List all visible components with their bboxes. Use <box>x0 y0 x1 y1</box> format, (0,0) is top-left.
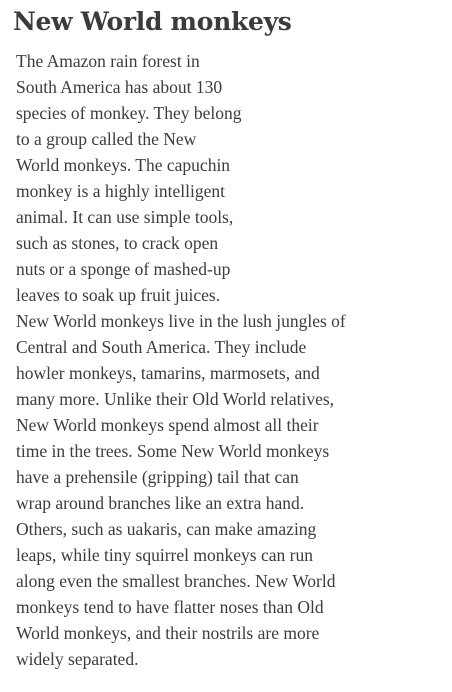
text-line: nuts or a sponge of mashed-up <box>16 259 231 279</box>
text-line: species of monkey. They belong <box>16 103 242 123</box>
article-body <box>16 48 346 672</box>
text-line: animal. It can use simple tools, <box>16 207 234 227</box>
text-line: have a prehensile (gripping) tail that can <box>16 467 299 487</box>
text-line: World monkeys. The capuchin <box>16 155 231 175</box>
text-line: New World monkeys live in the lush jungles of <box>16 311 346 331</box>
text-line: Central and South America. They include <box>16 337 307 357</box>
text-line: South America has about 130 <box>16 77 223 97</box>
text-line: time in the trees. Some New World monkeys <box>16 441 330 461</box>
text-line: World monkeys, and their nostrils are more <box>16 623 320 643</box>
text-line: howler monkeys, tamarins, marmosets, and <box>16 363 320 383</box>
text-line: widely separated. <box>16 649 139 669</box>
text-line: to a group called the New <box>16 129 197 149</box>
page-title: New World monkeys <box>13 7 292 36</box>
text-line: Others, such as uakaris, can make amazing <box>16 519 317 539</box>
main-paragraph <box>16 308 346 672</box>
text-line: along even the smallest branches. New World <box>16 571 336 591</box>
text-line: leaves to soak up fruit juices. <box>16 285 221 305</box>
text-line: monkeys tend to have flatter noses than Old <box>16 597 324 617</box>
text-line: The Amazon rain forest in <box>16 51 200 71</box>
caption-paragraph <box>16 48 346 308</box>
text-line: New World monkeys spend almost all their <box>16 415 319 435</box>
text-line: such as stones, to crack open <box>16 233 219 253</box>
text-line: wrap around branches like an extra hand. <box>16 493 305 513</box>
text-line: leaps, while tiny squirrel monkeys can run <box>16 545 313 565</box>
text-line: many more. Unlike their Old World relatives, <box>16 389 335 409</box>
text-line: monkey is a highly intelligent <box>16 181 226 201</box>
